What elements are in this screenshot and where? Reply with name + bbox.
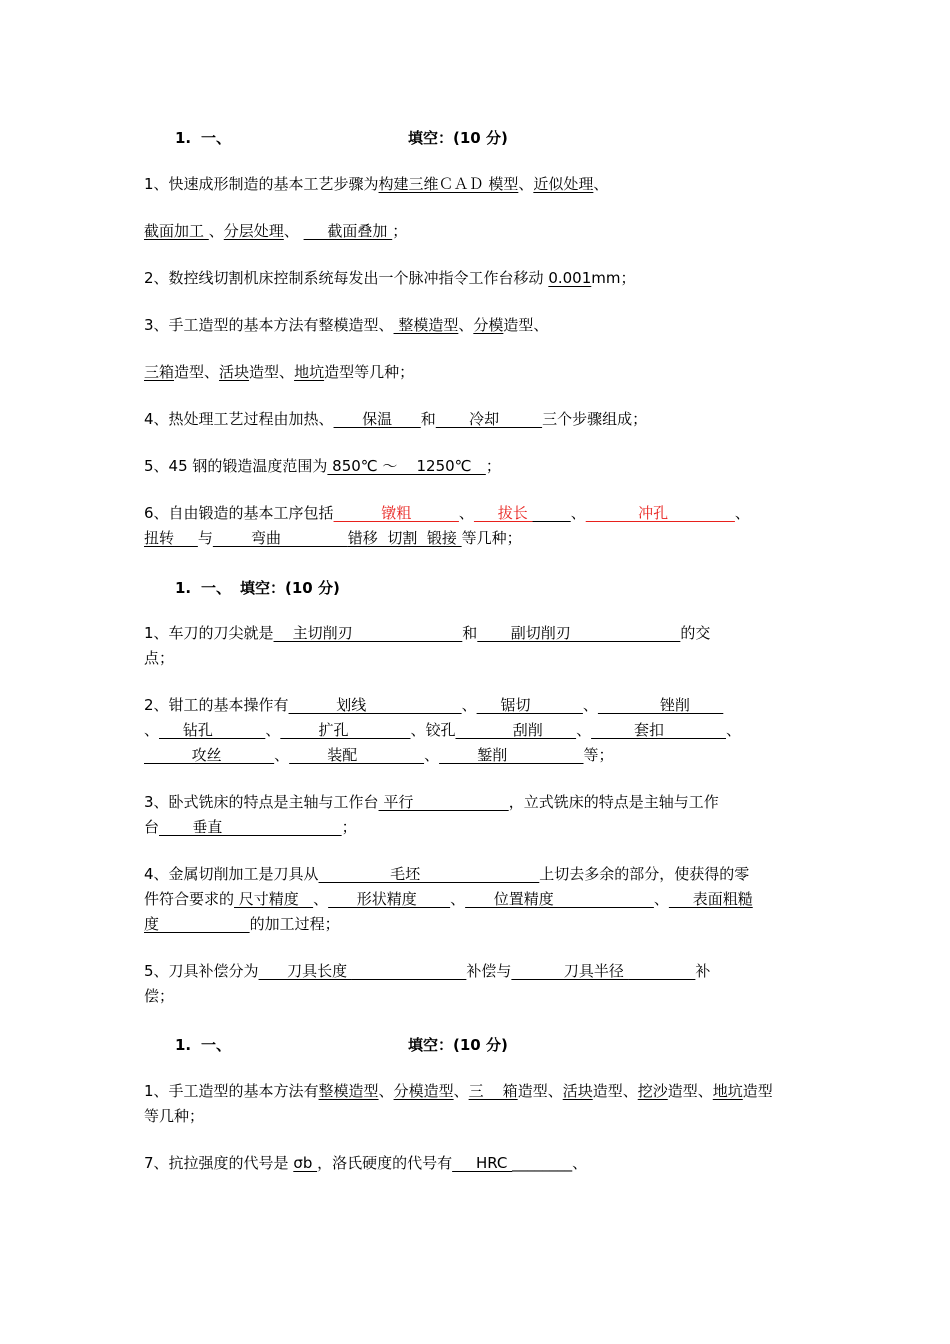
section-number: 1. [175,129,192,147]
section-number: 1. [175,579,192,597]
section-title: 填空：(10 分) [240,579,340,597]
question-line: 4、金属切削加工是刀具从 毛坯 上切去多余的部分，使获得的零 [144,865,750,883]
section-ordinal: 一、 [201,579,232,597]
question-line: 6、自由锻造的基本工序包括 镦粗 、 拔长 、 冲孔 、 [144,504,750,522]
section-title: 填空：(10 分) [408,129,508,147]
question-line: 点； [144,649,175,667]
question-line: 扭转 与 弯曲 错移 切割 锻接 等几种； [144,529,522,547]
question-line: 2、数控线切割机床控制系统每发出一个脉冲指令工作台移动 0.001mm； [144,269,636,287]
section-number: 1. [175,1036,192,1054]
question-line: 5、刀具补偿分为 刀具长度 补偿与 刀具半径 补 [144,962,711,980]
question-line: 4、热处理工艺过程由加热、 保温 和 冷却 三个步骤组成； [144,410,648,428]
question-line: 偿； [144,987,175,1005]
section-ordinal: 一、 [201,129,232,147]
section-ordinal: 一、 [201,1036,232,1054]
question-line: 1、车刀的刀尖就是 主切削刃 和 副切削刃 的交 [144,624,711,642]
section-title: 填空：(10 分) [408,1036,508,1054]
question-line: 三箱造型、活块造型、地坑造型等几种； [144,363,415,381]
question-line: 、 钻孔 、 扩孔 、铰孔 刮削 、 套扣 、 [144,721,742,739]
question-line: 5、45 钢的锻造温度范围为 850℃ ～ 1250℃ ； [144,457,501,475]
question-line: 件符合要求的 尺寸精度 、 形状精度 、 位置精度 、 表面粗糙 [144,890,753,908]
question-line: 度 的加工过程； [144,915,340,933]
question-line: 3、卧式铣床的特点是主轴与工作台 平行 ，立式铣床的特点是主轴与工作 [144,793,719,811]
question-line: 1、手工造型的基本方法有整模造型、分模造型、三 箱造型、活块造型、挖沙造型、地坑造型 [144,1082,773,1100]
question-line: 1、快速成形制造的基本工艺步骤为构建三维ＣＡＤ 模型、近似处理、 [144,175,609,193]
question-line: 3、手工造型的基本方法有整模造型、 整模造型、分模造型、 [144,316,549,334]
question-line: 攻丝 、 装配 、 錾削 等； [144,746,614,764]
question-line: 等几种； [144,1107,205,1125]
question-line: 7、抗拉强度的代号是 σb ，洛氏硬度的代号有 HRC ________、 [144,1154,588,1172]
question-line: 截面加工 、分层处理、 截面叠加 ； [144,222,408,240]
question-line: 2、钳工的基本操作有 划线 、 锯切 、 锉削 [144,696,724,714]
question-line: 台 垂直 ； [144,818,357,836]
